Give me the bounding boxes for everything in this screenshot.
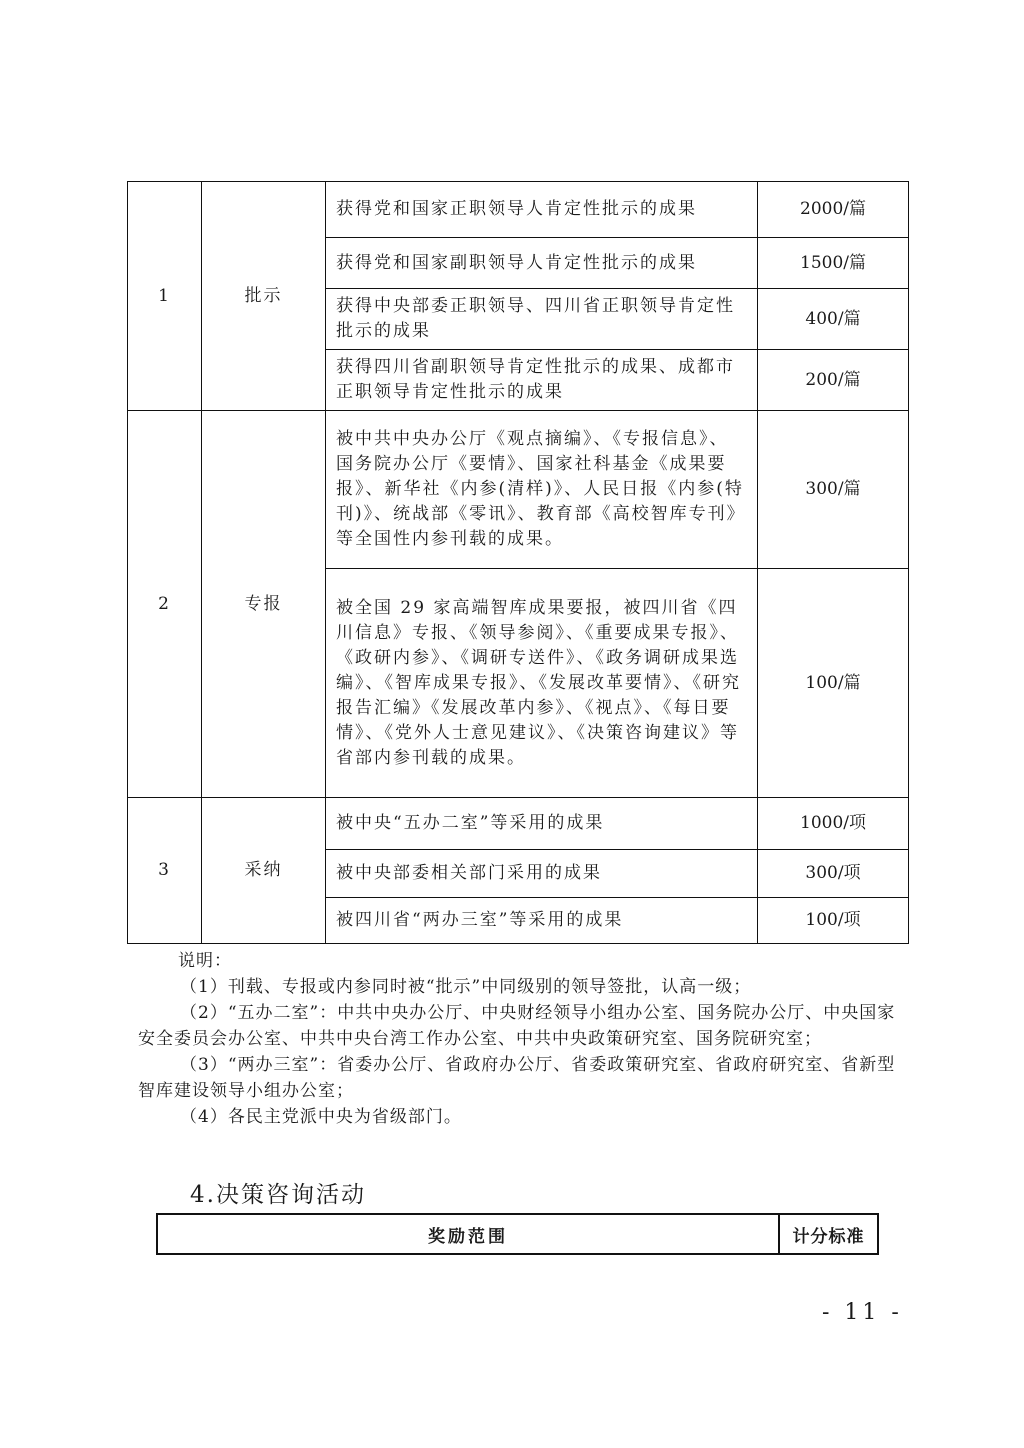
header-scope: 奖励范围 xyxy=(157,1214,779,1254)
row-description: 被中央“五办二室”等采用的成果 xyxy=(326,798,758,850)
row-score: 1000/项 xyxy=(758,798,909,850)
row-score: 300/项 xyxy=(758,850,909,898)
group-number: 2 xyxy=(128,411,202,798)
note-item: （4）各民主党派中央为省级部门。 xyxy=(180,1107,462,1127)
note-item: （2）“五办二室”：中共中央办公厅、中央财经领导小组办公室、国务院办公厅、中央国家安全委员会办公室、中共中央台湾工作办公室、中共中央政策研究室、国务院研究室； xyxy=(138,1003,896,1049)
row-description: 获得党和国家副职领导人肯定性批示的成果 xyxy=(326,238,758,289)
row-description: 被中央部委相关部门采用的成果 xyxy=(326,850,758,898)
row-score: 2000/篇 xyxy=(758,182,909,238)
note-item: （1）刊载、专报或内参同时被“批示”中同级别的领导签批，认高一级； xyxy=(180,977,752,997)
row-description: 获得党和国家正职领导人肯定性批示的成果 xyxy=(326,182,758,238)
row-score: 300/篇 xyxy=(758,411,909,569)
group-category: 批示 xyxy=(202,182,326,411)
row-score: 1500/篇 xyxy=(758,238,909,289)
row-score: 100/项 xyxy=(758,898,909,944)
scoring-table xyxy=(127,181,909,944)
page-number: - 11 - xyxy=(822,1300,903,1325)
row-description: 被中共中央办公厅《观点摘编》、《专报信息》、国务院办公厅《要情》、国家社科基金《成果要报》、新华社《内参(清样)》、人民日报《内参(特刊)》、统战部《零讯》、教育部《高校智库专刊》等全国性内参刊载的成果。 xyxy=(326,411,758,569)
notes-heading: 说明： xyxy=(178,951,232,971)
note-item: （3）“两办三室”：省委办公厅、省政府办公厅、省委政策研究室、省政府研究室、省新型智库建设领导小组办公室； xyxy=(138,1055,896,1101)
group-number: 1 xyxy=(128,182,202,411)
row-description: 获得四川省副职领导肯定性批示的成果、成都市正职领导肯定性批示的成果 xyxy=(326,350,758,411)
row-description: 被四川省“两办三室”等采用的成果 xyxy=(326,898,758,944)
row-score: 100/篇 xyxy=(758,569,909,798)
group-number: 3 xyxy=(128,798,202,944)
group-category: 采纳 xyxy=(202,798,326,944)
row-description: 被全国 29 家高端智库成果要报，被四川省《四川信息》专报、《领导参阅》、《重要成果专报》、《政研内参》、《调研专送件》、《政务调研成果选编》、《智库成果专报》、《发展改革要情》、《研究报告汇编》《发展改革内参》、《视点》、《每日要情》、《党外人士意见建议》、《决策咨询建议》等省部内参刊载的成果。 xyxy=(326,569,758,798)
activity-table xyxy=(156,1213,879,1255)
row-score: 200/篇 xyxy=(758,350,909,411)
notes-section xyxy=(138,948,898,1130)
header-standard: 计分标准 xyxy=(779,1214,878,1254)
row-score: 400/篇 xyxy=(758,289,909,350)
section-title: 4.决策咨询活动 xyxy=(190,1182,366,1208)
group-category: 专报 xyxy=(202,411,326,798)
row-description: 获得中央部委正职领导、四川省正职领导肯定性批示的成果 xyxy=(326,289,758,350)
